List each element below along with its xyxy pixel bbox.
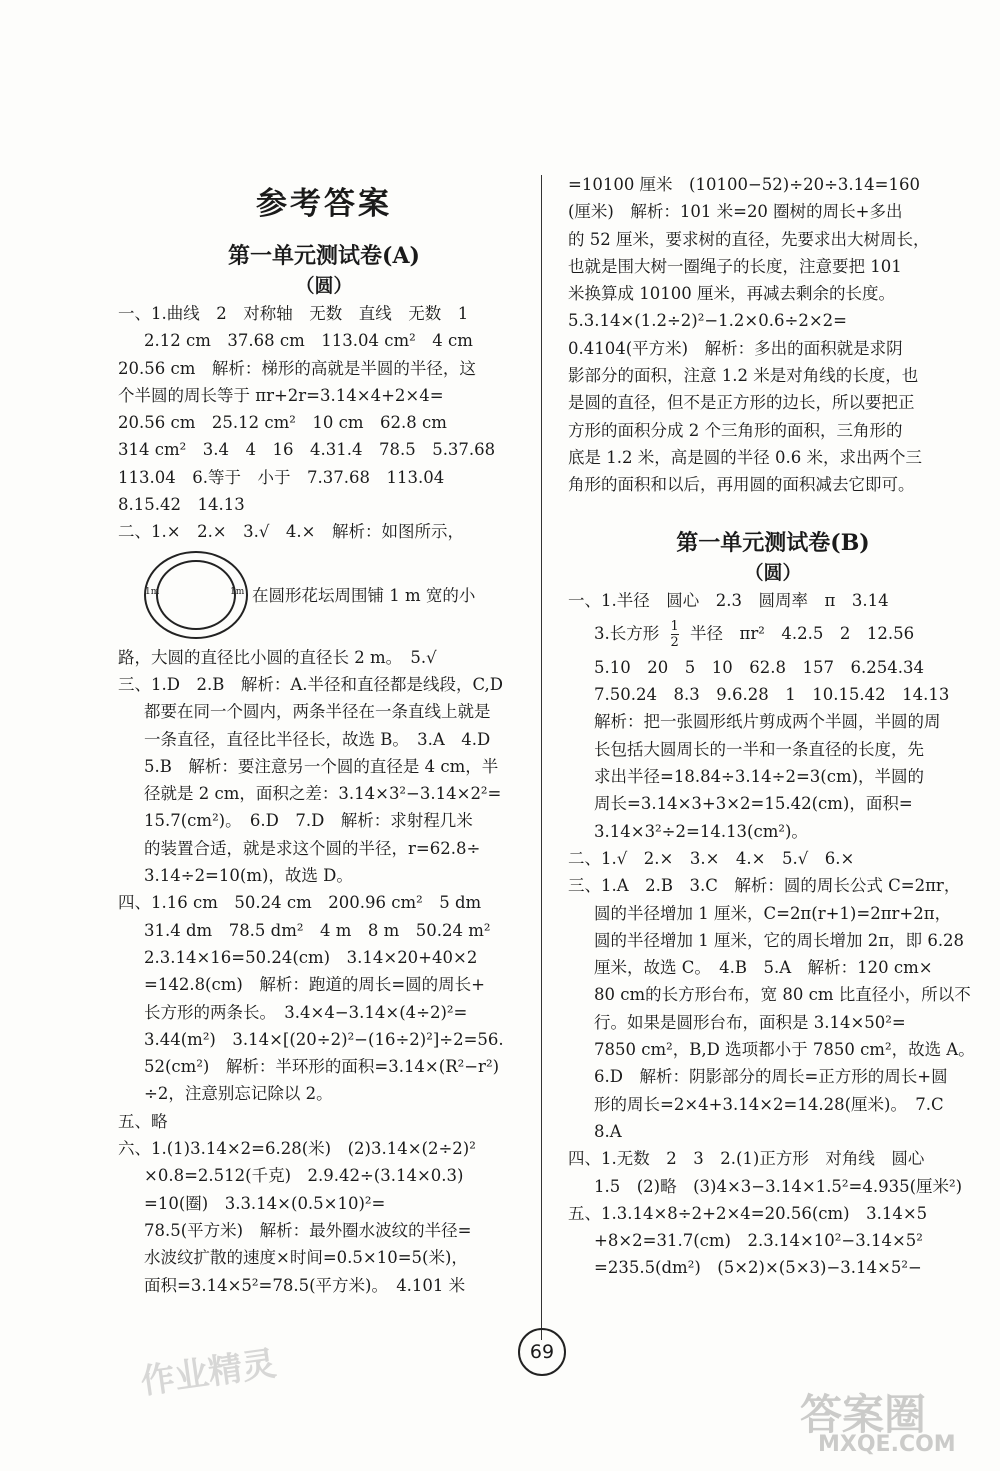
- answer-line: 求出半径=18.84÷3.14÷2=3(cm)，半圆的: [594, 767, 925, 787]
- watermark-stamp: 作业精灵: [138, 1343, 279, 1403]
- answer-line: 底是 1.2 米，高是圆的半径 0.6 米，求出两个三: [568, 447, 922, 467]
- answer-line: 圆的半径增加 1 厘米，它的周长增加 2π，即 6.28: [594, 930, 965, 950]
- answer-line: 六、1.(1)3.14×2=6.28(米) (2)3.14×(2÷2)²: [118, 1139, 476, 1159]
- answer-line: 的 52 厘米，要求树的直径，先要求出大树周长，: [568, 229, 930, 249]
- answer-line: 五、1.3.14×8÷2+2×4=20.56(cm) 3.14×5: [568, 1203, 928, 1223]
- watermark-url: MXQE.COM: [818, 1432, 956, 1457]
- answer-line: 31.4 dm 78.5 dm² 4 m 8 m 50.24 m²: [144, 920, 491, 940]
- answer-line: 5.10 20 5 10 62.8 157 6.254.34: [594, 657, 924, 677]
- answer-line: 8.A: [594, 1121, 622, 1141]
- answer-line: 四、1.16 cm 50.24 cm 200.96 cm² 5 dm: [118, 893, 482, 913]
- answer-line-with-fraction: [568, 614, 978, 654]
- answer-text: 半径 πr² 4.2.5 2 12.56: [690, 623, 915, 643]
- fraction-one-half: [671, 619, 679, 650]
- answer-line: 2.12 cm 37.68 cm 113.04 cm² 4 cm: [144, 331, 473, 351]
- answer-line: 7.50.24 8.3 9.6.28 1 10.15.42 14.13: [594, 685, 950, 705]
- fraction-denominator: 2: [670, 634, 679, 650]
- answer-line: 面积=3.14×5²=78.5(平方米)。 4.101 米: [144, 1275, 466, 1295]
- answer-line: 8.15.42 14.13: [118, 495, 245, 515]
- answer-line: 113.04 6.等于 小于 7.37.68 113.04: [118, 467, 445, 487]
- answer-line: 圆的半径增加 1 厘米，C=2π(r+1)=2πr+2π，: [594, 903, 952, 923]
- ring-width-label-left: 1m: [145, 586, 160, 597]
- answer-text: 3.长方形: [594, 623, 660, 643]
- answer-line: 3.44(m²) 3.14×[(20÷2)²−(16÷2)²]÷2=56.: [144, 1029, 504, 1049]
- answer-line: +8×2=31.7(cm) 2.3.14×10²−3.14×5²: [594, 1231, 923, 1251]
- answer-line: 也就是围大树一圈绳子的长度，注意要把 101: [568, 256, 902, 276]
- answer-line: 是圆的直径，但不是正方形的边长，所以要把正: [568, 393, 915, 413]
- answer-line: 都要在同一个圆内，两条半径在一条直线上就是: [144, 702, 491, 722]
- answer-line: 解析：把一张圆形纸片剪成两个半圆，半圆的周: [594, 712, 941, 732]
- answer-line: 角形的面积和以后，再用圆的面积减去它即可。: [568, 475, 915, 495]
- answer-line: 长包括大圆周长的一半和一条直径的长度，先: [594, 739, 924, 759]
- answer-line: 径就是 2 cm，面积之差：3.14×3²−3.14×2²=: [144, 784, 502, 804]
- answer-line: 314 cm² 3.4 4 16 4.31.4 78.5 5.37.68: [118, 440, 496, 460]
- answer-line: 20.56 cm 解析：梯形的高就是半圆的半径，这: [118, 358, 476, 378]
- answer-line: 四、1.无数 2 3 2.(1)正方形 对角线 圆心: [568, 1149, 925, 1169]
- answer-line: 7850 cm²，B,D 选项都小于 7850 cm²，故选 A。: [594, 1040, 975, 1060]
- answer-line: 一、1.半径 圆心 2.3 圆周率 π 3.14: [568, 590, 889, 610]
- answer-line: 80 cm的长方形台布，宽 80 cm 比直径小，所以不: [594, 985, 971, 1005]
- unit-a-title: 第一单元测试卷(A): [228, 243, 420, 269]
- answer-line: 5.3.14×(1.2÷2)²−1.2×0.6÷2×2=: [568, 311, 847, 331]
- answer-line: 三、1.D 2.B 解析：A.半径和直径都是线段，C,D: [118, 674, 504, 694]
- answer-line: 2.3.14×16=50.24(cm) 3.14×20+40×2: [144, 947, 478, 967]
- column-divider: [541, 175, 542, 1340]
- ring-diagram: [144, 551, 248, 639]
- answer-line: 5.B 解析：要注意另一个圆的直径是 4 cm，半: [144, 756, 499, 776]
- answer-line: 在圆形花坛周围铺 1 m 宽的小: [252, 585, 476, 605]
- answer-line: 行。如果是圆形台布，面积是 3.14×50²=: [594, 1012, 906, 1032]
- answer-line: 的装置合适，就是求这个圆的半径，r=62.8÷: [144, 838, 481, 858]
- answer-line: 影部分的面积，注意 1.2 米是对角线的长度，也: [568, 366, 919, 386]
- answer-line: 五、略: [118, 1111, 168, 1131]
- answer-line: 米换算成 10100 厘米，再减去剩余的长度。: [568, 284, 895, 304]
- answer-line: 15.7(cm²)。 6.D 7.D 解析：求射程几米: [144, 811, 473, 831]
- answer-line: 三、1.A 2.B 3.C 解析：圆的周长公式 C=2πr，: [568, 876, 961, 896]
- answer-line: 二、1.√ 2.× 3.× 4.× 5.√ 6.×: [568, 848, 855, 868]
- answer-line: ÷2，注意别忘记除以 2。: [144, 1084, 333, 1104]
- answer-line: 6.D 解析：阴影部分的周长=正方形的周长+圆: [594, 1067, 948, 1087]
- answer-line: 个半圆的周长等于 πr+2r=3.14×4+2×4=: [118, 385, 444, 405]
- page-title: 参考答案: [256, 186, 392, 222]
- ring-figure-row: [118, 546, 530, 644]
- answer-line: 0.4104(平方米) 解析：多出的面积就是求阴: [568, 338, 903, 358]
- ring-width-label-right: 1m: [230, 586, 245, 597]
- answer-line: 水波纹扩散的速度×时间=0.5×10=5(米)，: [144, 1248, 468, 1268]
- page-number: 69: [518, 1328, 566, 1376]
- answer-line: 3.14×3²÷2=14.13(cm²)。: [594, 821, 808, 841]
- answer-line: =235.5(dm²) (5×2)×(5×3)−3.14×5²−: [594, 1258, 922, 1278]
- right-column: [568, 171, 978, 1282]
- answer-line: (厘米) 解析：101 米=20 圈树的周长+多出: [568, 202, 903, 222]
- left-column: [118, 240, 530, 1299]
- unit-b-subtitle: （圆）: [744, 561, 802, 584]
- unit-a-subtitle: （圆）: [295, 275, 353, 297]
- answer-line: ×0.8=2.512(千克) 2.9.42÷(3.14×0.3): [144, 1166, 464, 1186]
- answer-line: 形的周长=2×4+3.14×2=14.28(厘米)。 7.C: [594, 1094, 944, 1114]
- answer-line: 52(cm²) 解析：半环形的面积=3.14×(R²−r²): [144, 1057, 499, 1077]
- answer-line: =10(圈) 3.3.14×(0.5×10)²=: [144, 1193, 386, 1213]
- answer-line: 路，大圆的直径比小圆的直径长 2 m。 5.√: [118, 647, 437, 667]
- answer-line: 20.56 cm 25.12 cm² 10 cm 62.8 cm: [118, 413, 447, 433]
- answer-line: 78.5(平方米) 解析：最外圈水波纹的半径=: [144, 1220, 472, 1240]
- answer-line: 周长=3.14×3+3×2=15.42(cm)，面积=: [594, 794, 913, 814]
- answer-line: 厘米，故选 C。 4.B 5.A 解析：120 cm×: [594, 958, 933, 978]
- answer-line: 方形的面积分成 2 个三角形的面积，三角形的: [568, 420, 903, 440]
- answer-line: 3.14÷2=10(m)，故选 D。: [144, 866, 353, 886]
- unit-b-title: 第一单元测试卷(B): [676, 529, 870, 556]
- answer-line: =10100 厘米 (10100−52)÷20÷3.14=160: [568, 175, 920, 194]
- answer-line: 1.5 (2)略 (3)4×3−3.14×1.5²=4.935(厘米²): [594, 1176, 963, 1196]
- fraction-numerator: 1: [670, 618, 679, 634]
- answer-line: 一条直径，直径比半径长，故选 B。 3.A 4.D: [144, 729, 491, 749]
- answer-line: 二、1.× 2.× 3.√ 4.× 解析：如图所示，: [118, 522, 464, 542]
- watermark-logo: 答案圈: [800, 1390, 927, 1439]
- answer-line: =142.8(cm) 解析：跑道的周长=圆的周长+: [144, 975, 485, 995]
- answer-line: 长方形的两条长。 3.4×4−3.14×(4÷2)²=: [144, 1002, 468, 1022]
- answer-line: 一、1.曲线 2 对称轴 无数 直线 无数 1: [118, 304, 469, 323]
